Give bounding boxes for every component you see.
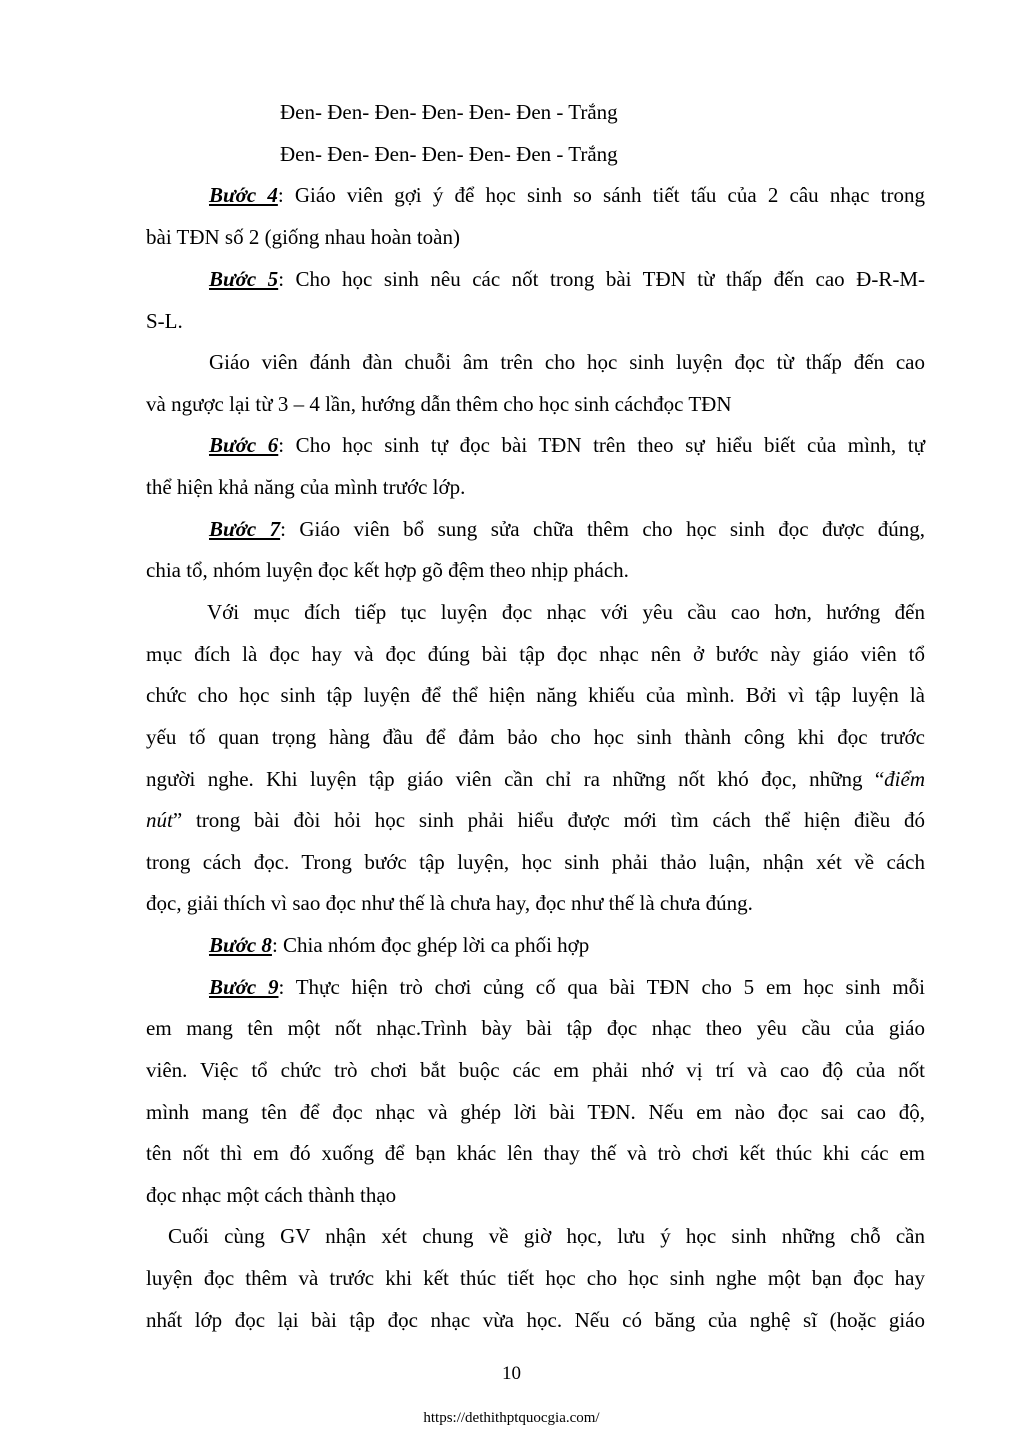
- rhythm-line-2: Đen- Đen- Đen- Đen- Đen- Đen - Trắng: [280, 142, 618, 166]
- step6-text-1: : Cho học sinh tự đọc bài TĐN trên theo sự hiểu biết của mình, tự: [278, 433, 925, 457]
- para-a-line-1: Giáo viên đánh đàn chuỗi âm trên cho học sinh luyện đọc từ thấp đến cao: [209, 350, 925, 374]
- step5-line-1: [209, 265, 925, 293]
- step4-line-2: bài TĐN số 2 (giống nhau hoàn toàn): [146, 225, 460, 249]
- para-a-line-2: và ngược lại từ 3 – 4 lần, hướng dẫn thêm cho học sinh cáchđọc TĐN: [146, 392, 732, 416]
- step8-label: Bước 8: [209, 933, 272, 957]
- step7-line-2: chia tổ, nhóm luyện đọc kết hợp gõ đệm theo nhịp phách.: [146, 558, 629, 582]
- para-b-line-2: mục đích là đọc hay và đọc đúng bài tập đọc nhạc nên ở bước này giáo viên tổ: [146, 642, 925, 666]
- step7-line-1: [209, 515, 925, 543]
- step4-line-1: [209, 181, 925, 209]
- para-b-line-4: yếu tố quan trọng hàng đầu để đảm bảo cho học sinh thành công khi đọc trước: [146, 725, 925, 749]
- step6-line-2: thể hiện khả năng của mình trước lớp.: [146, 475, 466, 499]
- step4-text-1: : Giáo viên gợi ý để học sinh so sánh tiết tấu của 2 câu nhạc trong: [277, 183, 925, 207]
- rhythm-line-1: Đen- Đen- Đen- Đen- Đen- Đen - Trắng: [280, 100, 618, 124]
- step5-label: Bước 5: [209, 267, 279, 291]
- step8-line-1: [209, 931, 925, 959]
- para-b-text-6: ” trong bài đòi hỏi học sinh phải hiểu được mới tìm cách thể hiện điều đó: [172, 808, 925, 832]
- step9-label: Bước 9: [209, 975, 279, 999]
- para-c-line-3: nhất lớp đọc lại bài tập đọc nhạc vừa học. Nếu có băng của nghệ sĩ (hoặc giáo: [146, 1308, 925, 1332]
- page-number: 10: [502, 1363, 521, 1384]
- para-b-line-5: [146, 765, 925, 793]
- step4-label: Bước 4: [209, 183, 278, 207]
- footer-url: https://dethithptquocgia.com/: [423, 1410, 600, 1426]
- para-b-line-7: trong cách đọc. Trong bước tập luyện, học sinh phải thảo luận, nhận xét về cách: [146, 850, 925, 874]
- step7-label: Bước 7: [209, 517, 281, 541]
- step9-line-6: đọc nhạc một cách thành thạo: [146, 1183, 397, 1207]
- step9-line-5: tên nốt thì em đó xuống để bạn khác lên thay thế và trò chơi kết thúc khi các em: [146, 1141, 925, 1165]
- para-b-line-6: [146, 806, 925, 834]
- step5-text-1: : Cho học sinh nêu các nốt trong bài TĐN từ thấp đến cao Đ-R-M-: [278, 267, 925, 291]
- para-b-line-8: đọc, giải thích vì sao đọc như thế là chưa hay, đọc như thế là chưa đúng.: [146, 891, 753, 915]
- step5-line-2: S-L.: [146, 309, 183, 333]
- step9-line-2: em mang tên một nốt nhạc.Trình bày bài tập đọc nhạc theo yêu cầu của giáo: [146, 1016, 925, 1040]
- para-b-line-1: Với mục đích tiếp tục luyện đọc nhạc với yêu cầu cao hơn, hướng đến: [207, 600, 925, 624]
- step6-label: Bước 6: [209, 433, 279, 457]
- step9-line-1: [209, 973, 925, 1001]
- step9-text-1: : Thực hiện trò chơi củng cố qua bài TĐN cho 5 em học sinh mỗi: [278, 975, 925, 999]
- para-b-text-5: người nghe. Khi luyện tập giáo viên cần chỉ ra những nốt khó đọc, những “: [146, 767, 885, 791]
- step7-text-1: : Giáo viên bổ sung sửa chữa thêm cho học sinh đọc được đúng,: [280, 517, 925, 541]
- step8-text-1: : Chia nhóm đọc ghép lời ca phối hợp: [271, 933, 590, 957]
- para-c-line-1: Cuối cùng GV nhận xét chung về giờ học, lưu ý học sinh những chỗ cần: [168, 1224, 925, 1248]
- para-c-line-2: luyện đọc thêm và trước khi kết thúc tiết học cho học sinh nghe một bạn đọc hay: [146, 1266, 925, 1290]
- step9-line-3: viên. Việc tổ chức trò chơi bắt buộc các em phải nhớ vị trí và cao độ của nốt: [146, 1058, 925, 1082]
- para-b-line-3: chức cho học sinh tập luyện để thể hiện năng khiếu của mình. Bởi vì tập luyện là: [146, 683, 925, 707]
- step9-line-4: mình mang tên để đọc nhạc và ghép lời bài TĐN. Nếu em nào đọc sai cao độ,: [146, 1100, 925, 1124]
- emphasis-term-2: nút: [146, 808, 173, 832]
- emphasis-term-1: điểm: [884, 767, 925, 791]
- step6-line-1: [209, 431, 925, 459]
